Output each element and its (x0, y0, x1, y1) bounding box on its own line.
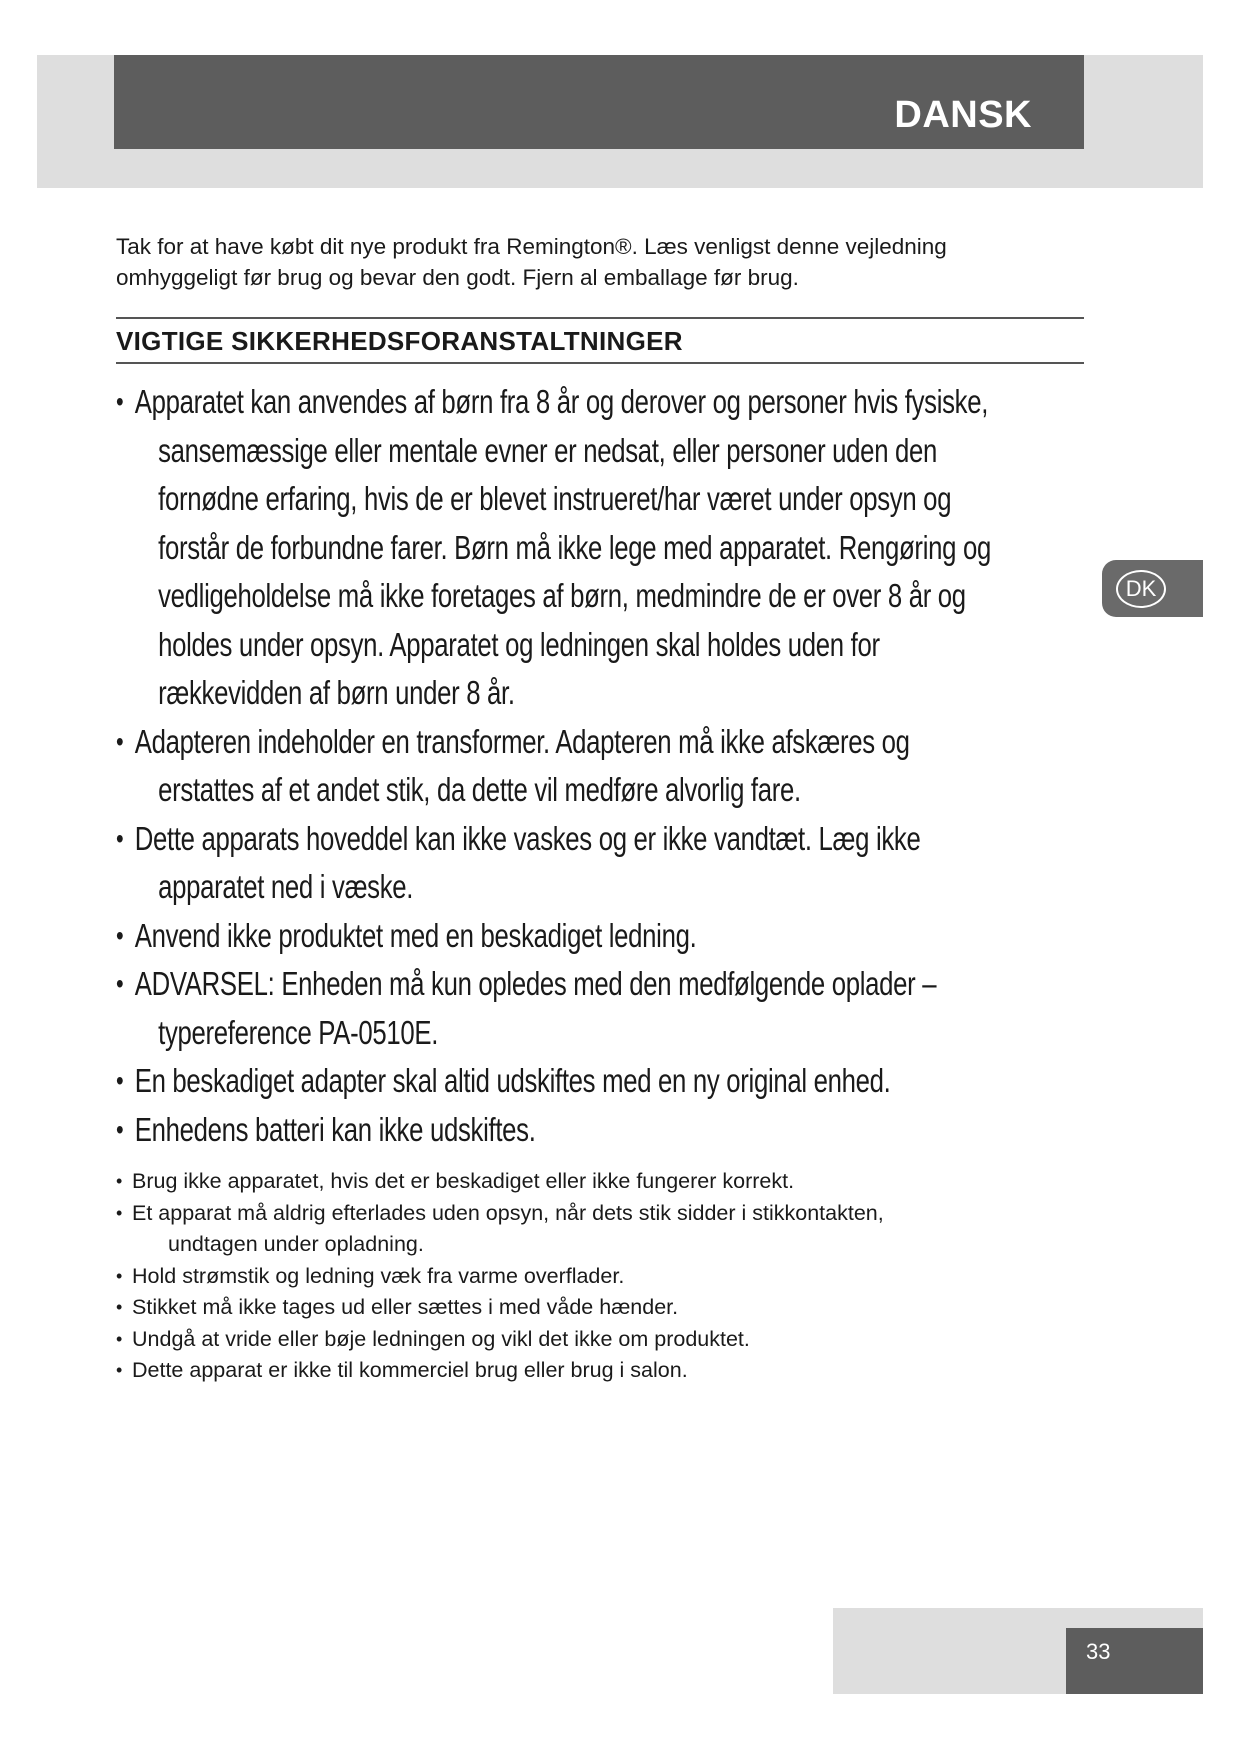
item-line: Undgå at vride eller bøje ledningen og vikl det ikke om produktet. (132, 1326, 750, 1351)
safety-list-small (116, 1166, 1076, 1387)
bullet-icon: • (116, 1065, 124, 1096)
item-line: rækkevidden af børn under 8 år. (158, 674, 515, 711)
list-item (116, 1355, 1076, 1387)
item-line: holdes under opsyn. Apparatet og ledningen skal holdes uden for (158, 625, 880, 663)
intro-paragraph (116, 231, 1016, 293)
item-line: undtagen under opladning. (168, 1232, 424, 1256)
item-line: apparatet ned i væske. (158, 868, 414, 905)
list-item (116, 1324, 1076, 1356)
list-item (116, 718, 1094, 815)
list-item (116, 815, 1094, 912)
bullet-icon: • (116, 386, 124, 417)
footer-page-box (1066, 1628, 1203, 1694)
item-line: Dette apparats hoveddel kan ikke vaskes og er ikke vandtæt. Læg ikke (134, 819, 921, 857)
item-line: Adapteren indeholder en transformer. Adapteren må ikke afskæres og (134, 722, 910, 760)
bullet-icon: • (116, 968, 124, 999)
item-line: forstår de forbundne farer. Børn må ikke lege med apparatet. Rengøring og (158, 528, 991, 566)
language-side-tab (1102, 560, 1203, 617)
heading-rule-bottom (116, 362, 1084, 364)
list-item (116, 1057, 1094, 1106)
item-line: Stikket må ikke tages ud eller sættes i med våde hænder. (132, 1295, 679, 1319)
item-line: ADVARSEL: Enheden må kun opledes med den medfølgende oplader – (134, 965, 937, 1002)
item-line: sansemæssige eller mentale evner er nedsat, eller personer uden den (158, 431, 938, 469)
safety-list-large (116, 378, 1076, 1154)
item-line: Enhedens batteri kan ikke udskiftes. (134, 1110, 536, 1148)
item-line: En beskadiget adapter skal altid udskiftes med en ny original enhed. (134, 1062, 891, 1099)
list-item (116, 912, 1094, 961)
item-line: Dette apparat er ikke til kommerciel brug eller brug i salon. (132, 1358, 688, 1382)
item-line: fornødne erfaring, hvis de er blevet instrueret/har været under opsyn og (158, 480, 952, 517)
intro-line: Tak for at have købt dit nye produkt fra Remington®. Læs venligst denne vejledning (116, 234, 947, 259)
bullet-icon: • (116, 725, 124, 757)
list-item (116, 378, 1094, 718)
bullet-icon: • (116, 1265, 123, 1286)
bullet-icon: • (116, 1297, 123, 1317)
language-title: DANSK (894, 94, 1032, 136)
item-line: vedligeholdelse må ikke foretages af børn, medmindre de er over 8 år og (158, 577, 966, 614)
item-line: Anvend ikke produktet med en beskadiget ledning. (134, 916, 697, 954)
bullet-icon: • (116, 1202, 123, 1223)
list-item (116, 1292, 1076, 1324)
heading-rule-top (116, 317, 1084, 319)
bullet-icon: • (116, 1360, 123, 1380)
item-line: Brug ikke apparatet, hvis det er beskadiget eller ikke fungerer korrekt. (132, 1169, 795, 1193)
intro-line: omhyggeligt før brug og bevar den godt. Fjern al emballage før brug. (116, 265, 799, 290)
list-item (116, 1198, 1076, 1261)
bullet-icon: • (116, 1113, 124, 1145)
list-item (116, 1106, 1094, 1155)
list-item (116, 960, 1094, 1057)
list-item (116, 1261, 1076, 1293)
item-line: typereference PA-0510E. (158, 1013, 439, 1051)
bullet-icon: • (116, 1328, 123, 1349)
header-bar (114, 55, 1084, 149)
item-line: erstattes af et andet stik, da dette vil medføre alvorlig fare. (158, 771, 801, 808)
dk-badge: DK (1116, 570, 1166, 608)
item-line: Hold strømstik og ledning væk fra varme overflader. (132, 1263, 625, 1288)
item-line: Apparatet kan anvendes af børn fra 8 år og derover og personer hvis fysiske, (134, 383, 989, 420)
section-heading: VIGTIGE SIKKERHEDSFORANSTALTNINGER (116, 326, 683, 356)
bullet-icon: • (116, 822, 124, 854)
bullet-icon: • (116, 919, 124, 951)
page-number: 33 (1086, 1639, 1111, 1664)
item-line: Et apparat må aldrig efterlades uden opsyn, når dets stik sidder i stikkontakten, (132, 1200, 884, 1225)
bullet-icon: • (116, 1171, 123, 1191)
list-item (116, 1166, 1076, 1198)
